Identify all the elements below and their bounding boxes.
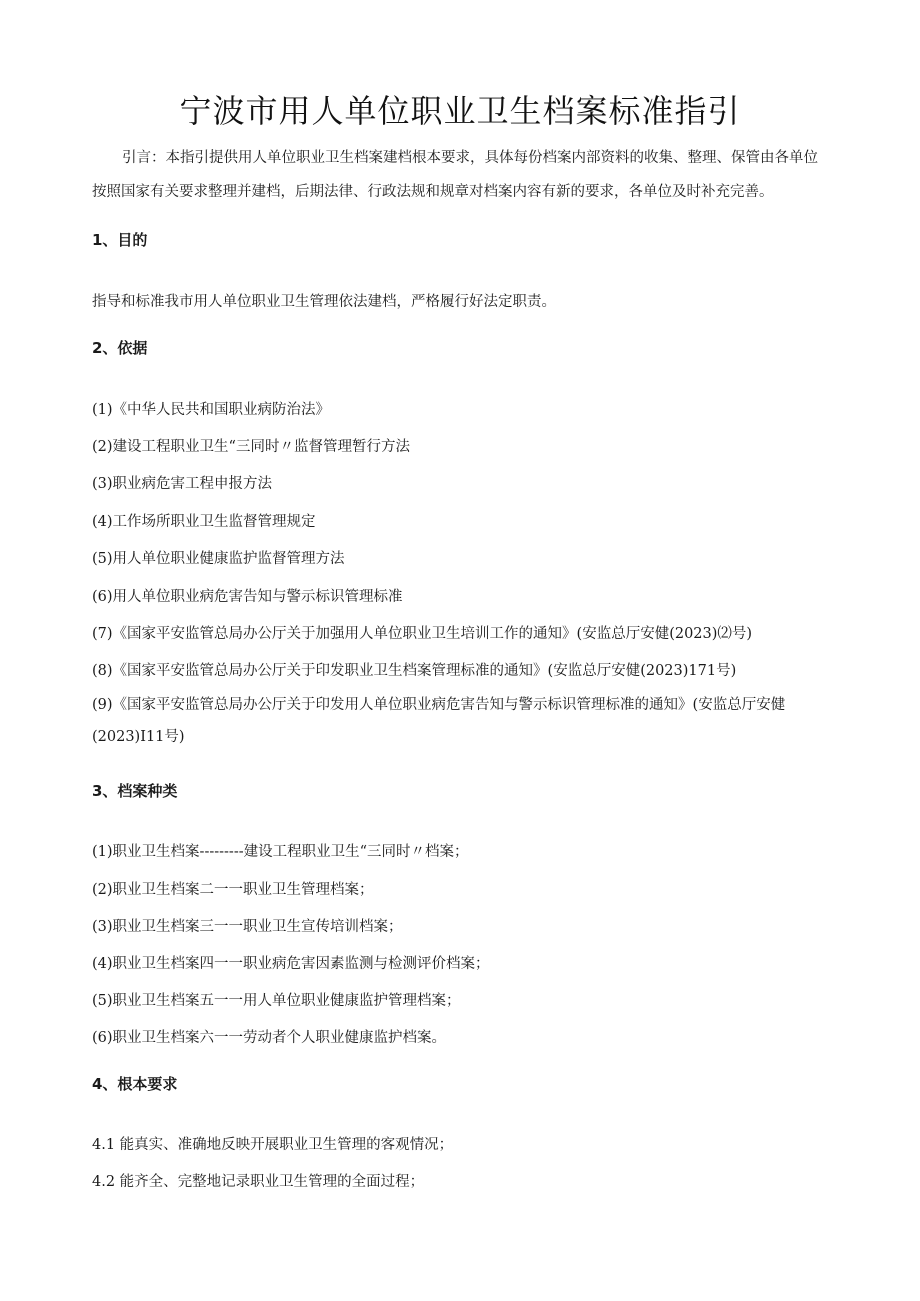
basis-item-7: (7)《国家平安监管总局办公厅关于加强用人单位职业卫生培训工作的通知》(安监总厅安健(2023)⑵号)	[92, 626, 753, 642]
basis-item-3: (3)职业病危害工程申报方法	[92, 476, 273, 492]
archive-type-1: (1)职业卫生档案---------建设工程职业卫生“三同时〃档案；	[92, 844, 469, 860]
basis-item-2: (2)建设工程职业卫生“三同时〃监督管理暂行方法	[92, 439, 410, 455]
basis-item-4: (4)工作场所职业卫生监督管理规定	[92, 514, 316, 530]
basis-item-8: (8)《国家平安监管总局办公厅关于印发职业卫生档案管理标准的通知》(安监总厅安健(2023)171号)	[92, 663, 737, 679]
requirement-4-1: 4.1 能真实、准确地反映开展职业卫生管理的客观情况；	[92, 1137, 454, 1153]
basis-item-1: (1)《中华人民共和国职业病防治法》	[92, 402, 331, 418]
section-heading-purpose: 1、目的	[92, 231, 148, 249]
section-heading-archive-types: 3、档案种类	[92, 782, 178, 800]
section-heading-basis: 2、依据	[92, 339, 148, 357]
section-heading-basic-requirements: 4、根本要求	[92, 1075, 178, 1093]
purpose-text: 指导和标准我市用人单位职业卫生管理依法建档，严格履行好法定职责。	[92, 294, 556, 310]
archive-type-3: (3)职业卫生档案三一一职业卫生宣传培训档案；	[92, 919, 403, 935]
intro-paragraph: 引言：本指引提供用人单位职业卫生档案建档根本要求，具体每份档案内部资料的收集、整理、保管由各单位按照国家有关要求整理并建档，后期法律、行政法规和规章对档案内容有新的要求，各单位及时补充完善。	[92, 150, 818, 200]
basis-item-9: (9)《国家平安监管总局办公厅关于印发用人单位职业病危害告知与警示标识管理标准的通知》(安监总厅安健(2023)I11号)	[92, 697, 786, 745]
archive-type-6: (6)职业卫生档案六一一劳动者个人职业健康监护档案。	[92, 1030, 447, 1046]
archive-type-5: (5)职业卫生档案五一一用人单位职业健康监护管理档案；	[92, 993, 461, 1009]
document-title: 宁波市用人单位职业卫生档案标准指引	[179, 92, 741, 130]
requirement-4-2: 4.2 能齐全、完整地记录职业卫生管理的全面过程；	[92, 1174, 425, 1190]
archive-type-2: (2)职业卫生档案二一一职业卫生管理档案；	[92, 882, 374, 898]
archive-type-4: (4)职业卫生档案四一一职业病危害因素监测与检测评价档案；	[92, 956, 490, 972]
basis-item-6: (6)用人单位职业病危害告知与警示标识管理标准	[92, 589, 403, 605]
basis-item-5: (5)用人单位职业健康监护监督管理方法	[92, 551, 345, 567]
